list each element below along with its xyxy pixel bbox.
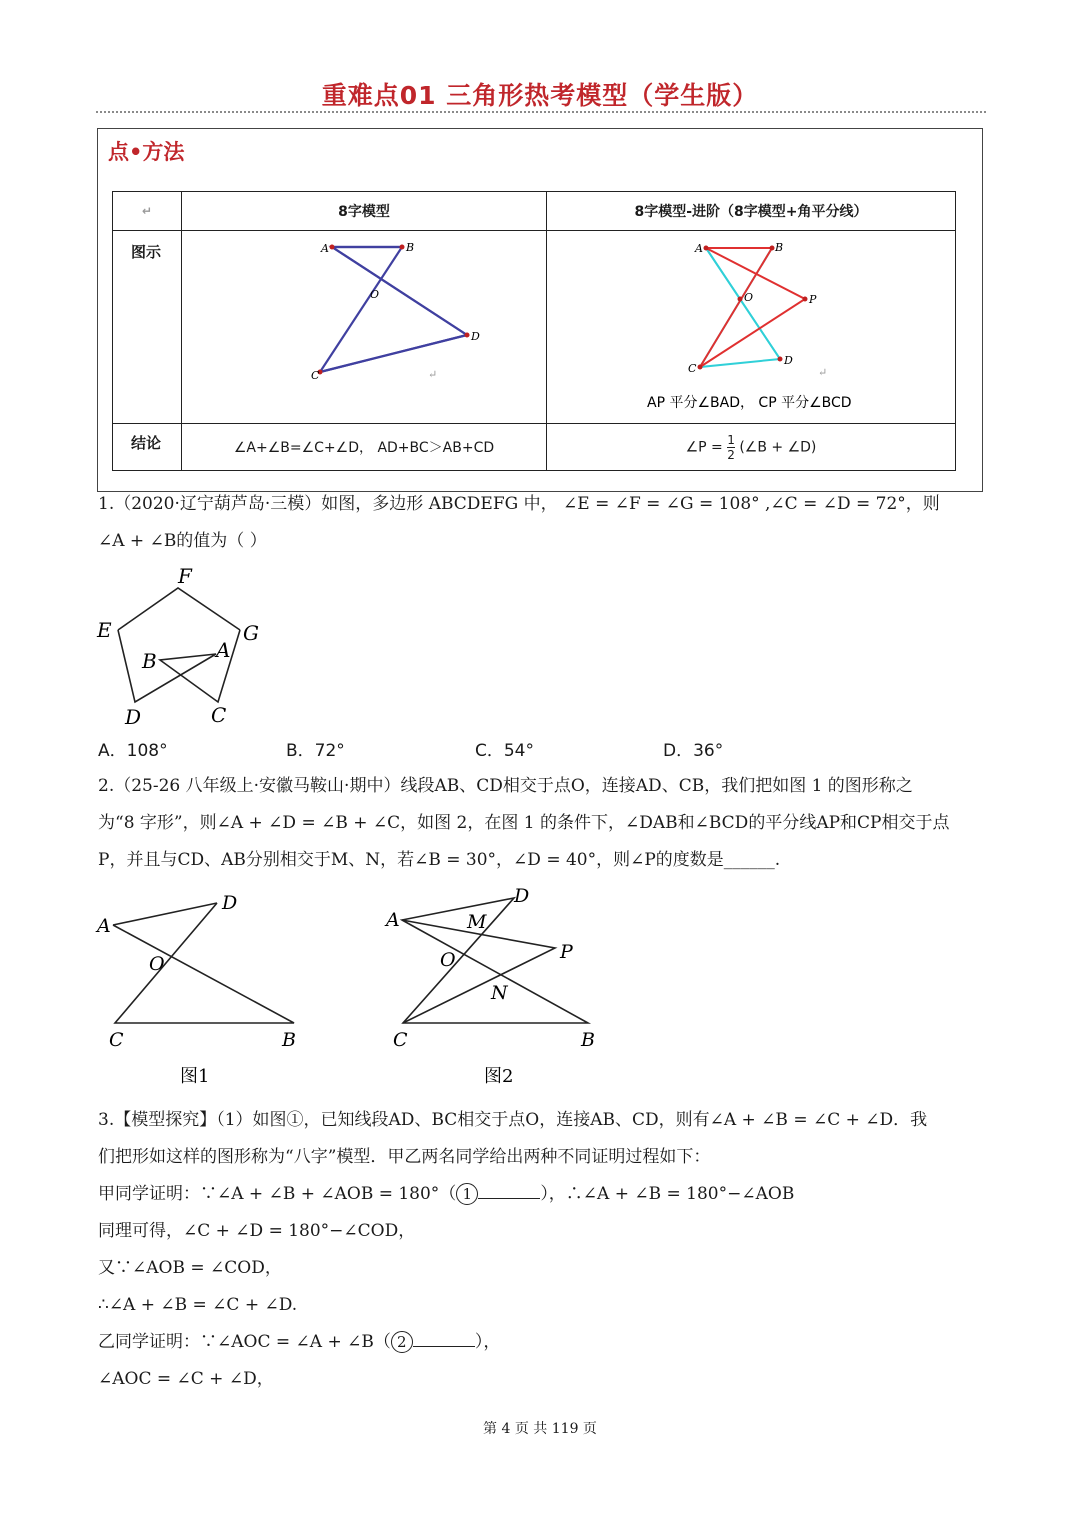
q2-fig1-label-c: C xyxy=(109,1029,124,1051)
title-divider xyxy=(96,111,986,113)
q3-line3: 甲同学证明：∵∠A + ∠B + ∠AOB = 180°（ 1 ），∴∠A + ∠B = 180°−∠AOB xyxy=(98,1184,795,1204)
conclusion2: ∠P = $\frac{1}{2}$ (∠B + ∠D) xyxy=(547,424,956,471)
q1-label-g: G xyxy=(243,621,259,645)
q2-fig2-label-m: M xyxy=(467,911,487,933)
q2-line2: 为“8 字形”，则∠A + ∠D = ∠B + ∠C，如图 2，在图 1 的条件下，∠DAB和∠BCD的平分线AP和CP相交于点 xyxy=(98,813,950,833)
blank-1[interactable] xyxy=(478,1182,540,1199)
q1-option-b: B．72° xyxy=(286,741,345,761)
q1-line2: ∠A + ∠B的值为（ ） xyxy=(98,531,267,551)
q2-fig1-caption: 图1 xyxy=(180,1066,210,1087)
q2-line3: P，并且与CD、AB分别相交于M、N，若∠B = 30°，∠D = 40°，则∠P的度数是______. xyxy=(98,850,781,870)
circled-2: 2 xyxy=(391,1331,413,1353)
q2-fig2-label-b: B xyxy=(581,1029,595,1051)
q1-option-a: A．108° xyxy=(98,741,168,761)
q2-fig1-label-d: D xyxy=(222,892,238,914)
q1-label-f: F xyxy=(178,564,192,588)
q3-line1: 3.【模型探究】（1）如图①，已知线段AD、BC相交于点O，连接AB、CD，则有∠A + ∠B = ∠C + ∠D．我 xyxy=(98,1110,928,1130)
q3-line5: 又∵∠AOB = ∠COD， xyxy=(98,1258,282,1278)
q1-option-c: C．54° xyxy=(475,741,535,761)
q2-fig2-label-d: D xyxy=(514,885,530,907)
q1-figure xyxy=(90,562,270,732)
q1-option-d: D．36° xyxy=(663,741,724,761)
conclusion1: ∠A+∠B=∠C+∠D， AD+BC＞AB+CD xyxy=(182,424,547,471)
corner-cell: ↵ xyxy=(113,192,182,231)
fig1-label-a: A xyxy=(321,242,329,255)
q2-fig1-label-o: O xyxy=(149,953,165,975)
fig1-label-c: C xyxy=(311,369,320,382)
q1-label-d: D xyxy=(125,705,142,729)
fig2-label-a: A xyxy=(695,242,703,255)
q3-line7: 乙同学证明：∵∠AOC = ∠A + ∠B（ 2 ）， xyxy=(98,1332,501,1352)
q2-line1: 2.（25-26 八年级上·安徽马鞍山·期中）线段AB、CD相交于点O，连接AD、CB，我们把如图 1 的图形称之 xyxy=(98,776,913,796)
svg-text:↵: ↵ xyxy=(818,366,828,379)
method-heading: 点•方法 xyxy=(108,140,185,164)
q2-figures xyxy=(90,880,650,1090)
fig2-label-d: D xyxy=(784,354,793,367)
fig1-label-o: O xyxy=(370,288,380,301)
svg-text:↵: ↵ xyxy=(428,368,438,381)
q1-label-b: B xyxy=(142,649,157,673)
q1-label-a: A xyxy=(216,638,231,662)
q1-label-e: E xyxy=(97,618,112,642)
fig2-label-b: B xyxy=(775,241,784,254)
advanced-eight-model-figure xyxy=(547,231,955,419)
q2-fig2-label-n: N xyxy=(491,982,508,1004)
q3-line2: 们把形如这样的图形称为“八字”模型．甲乙两名同学给出两种不同证明过程如下： xyxy=(98,1147,711,1167)
q2-fig1-label-b: B xyxy=(282,1029,296,1051)
fig1-cell xyxy=(182,231,547,424)
fig2-caption: AP 平分∠BAD， CP 平分∠BCD xyxy=(647,395,852,411)
q2-fig2-caption: 图2 xyxy=(484,1066,514,1087)
q1-line1: 1.（2020·辽宁葫芦岛·三模）如图，多边形 ABCDEFG 中， ∠E = ∠F = ∠G = 108° ,∠C = ∠D = 72°，则 xyxy=(98,494,940,514)
row-figure-label: 图示 xyxy=(113,231,182,424)
q2-fig1-label-a: A xyxy=(97,915,111,937)
q3-line8: ∠AOC = ∠C + ∠D， xyxy=(98,1369,274,1389)
col2-header: 8字模型-进阶（8字模型+角平分线） xyxy=(547,192,956,231)
page-title: 重难点01 三角形热考模型（学生版） xyxy=(321,81,759,110)
fig1-label-d: D xyxy=(471,330,480,343)
q2-fig2-label-a: A xyxy=(386,909,400,931)
fig2-label-p: P xyxy=(809,293,817,306)
eight-model-figure xyxy=(182,231,546,419)
fig2-label-o: O xyxy=(744,291,754,304)
fig1-label-b: B xyxy=(406,241,415,254)
col1-header: 8字模型 xyxy=(182,192,547,231)
fig2-cell xyxy=(547,231,956,424)
q2-fig2-label-c: C xyxy=(393,1029,408,1051)
q3-line6: ∴∠A + ∠B = ∠C + ∠D. xyxy=(98,1295,298,1315)
q2-fig2-label-p: P xyxy=(560,941,573,963)
circled-1: 1 xyxy=(456,1183,478,1205)
q1-label-c: C xyxy=(211,703,227,727)
page-footer: 第 4 页 共 119 页 xyxy=(483,1421,597,1437)
q3-line4: 同理可得，∠C + ∠D = 180°−∠COD， xyxy=(98,1221,416,1241)
row-conclusion-label: 结论 xyxy=(113,424,182,471)
fig2-label-c: C xyxy=(688,362,697,375)
blank-2[interactable] xyxy=(413,1330,475,1347)
q2-fig2-label-o: O xyxy=(440,949,456,971)
model-table xyxy=(112,191,956,471)
